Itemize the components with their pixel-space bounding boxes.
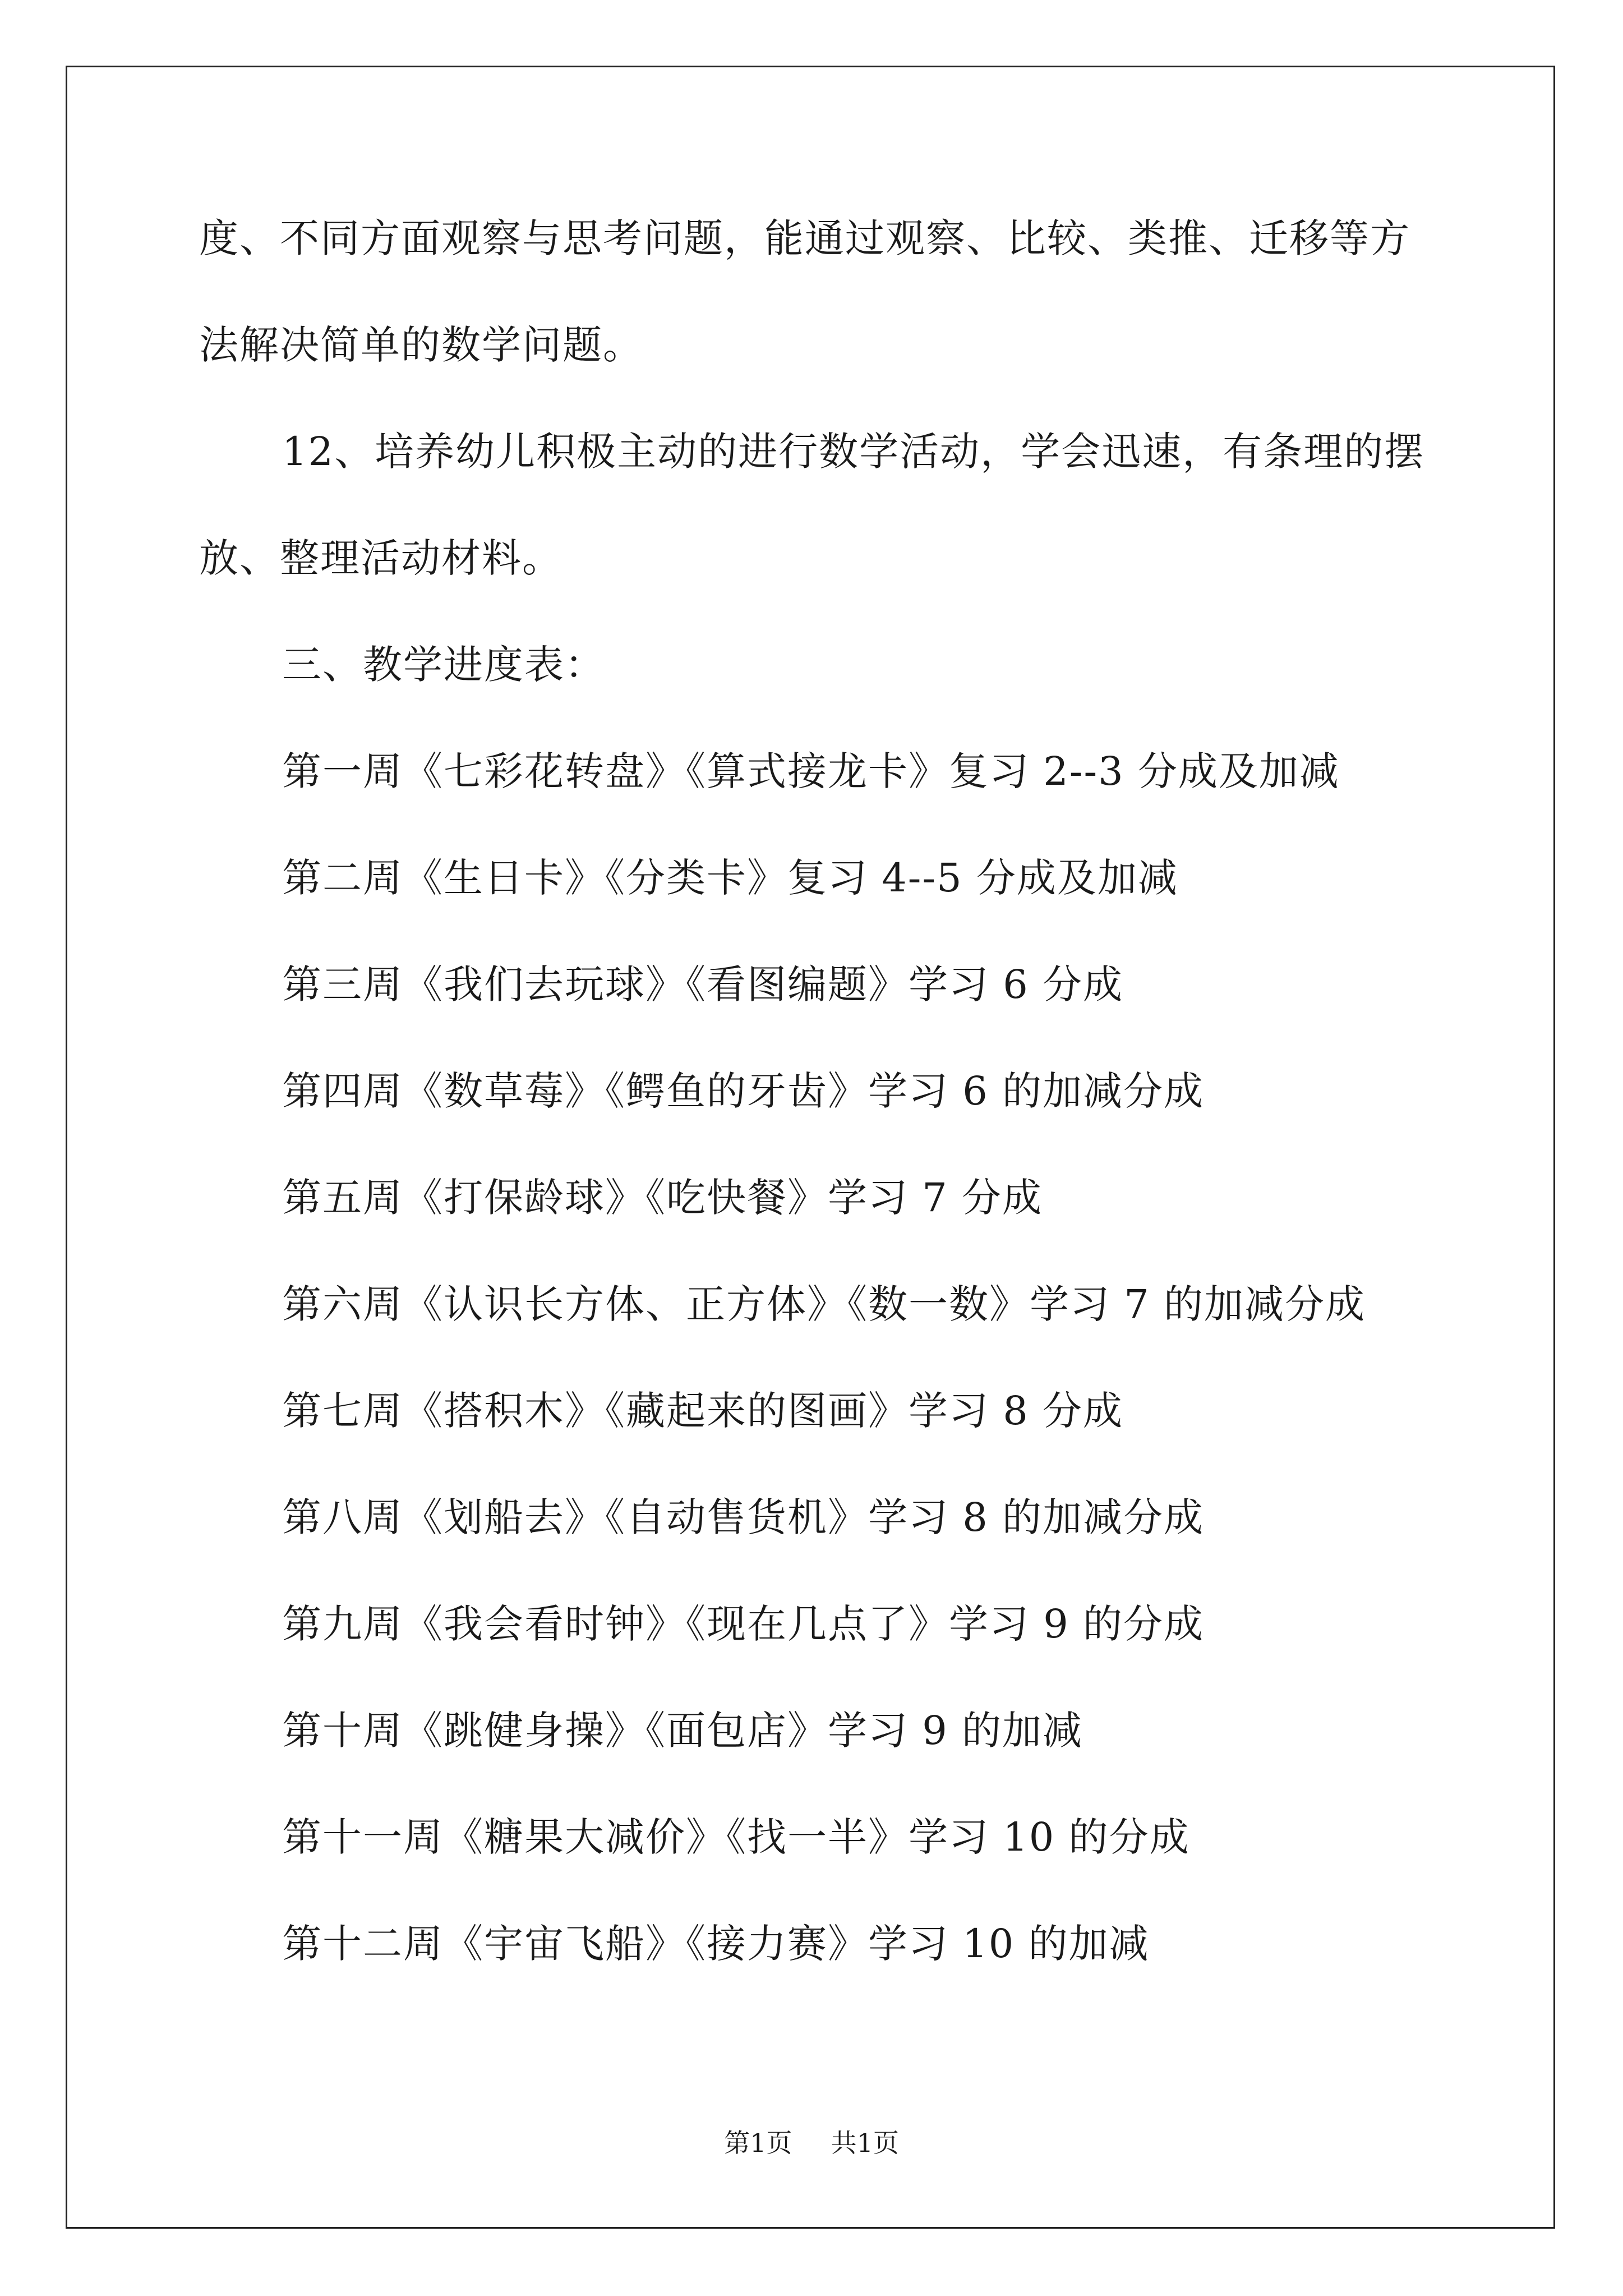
paragraph-line: 12、培养幼儿积极主动的进行数学活动，学会迅速，有条理的摆: [282, 429, 1425, 475]
schedule-item: 第十一周《糖果大减价》《找一半》学习 10 的分成: [282, 1814, 1190, 1860]
page-number-current: 第1页: [724, 2128, 792, 2158]
schedule-item: 第四周《数草莓》《鳄鱼的牙齿》学习 6 的加减分成: [282, 1068, 1205, 1114]
paragraph-line: 法解决简单的数学问题。: [199, 322, 643, 368]
page-footer: [0, 2126, 1623, 2160]
paragraph-line: 放、整理活动材料。: [199, 535, 562, 581]
schedule-item: 第十周《跳健身操》《面包店》学习 9 的加减: [282, 1708, 1083, 1754]
schedule-item: 第十二周《宇宙飞船》《接力赛》学习 10 的加减: [282, 1921, 1150, 1967]
paragraph-line: 度、不同方面观察与思考问题，能通过观察、比较、类推、迁移等方: [199, 215, 1410, 261]
schedule-item: 第一周《七彩花转盘》《算式接龙卡》复习 2--3 分成及加减: [282, 748, 1340, 794]
section-heading: 三、教学进度表：: [282, 642, 605, 688]
schedule-item: 第五周《打保龄球》《吃快餐》学习 7 分成: [282, 1175, 1043, 1221]
schedule-item: 第六周《认识长方体、正方体》《数一数》学习 7 的加减分成: [282, 1281, 1366, 1327]
schedule-item: 第九周《我会看时钟》《现在几点了》学习 9 的分成: [282, 1601, 1205, 1647]
page-border: [66, 66, 1555, 2229]
schedule-item: 第三周《我们去玩球》《看图编题》学习 6 分成: [282, 961, 1124, 1007]
schedule-item: 第八周《划船去》《自动售货机》学习 8 的加减分成: [282, 1494, 1205, 1540]
schedule-item: 第七周《搭积木》《藏起来的图画》学习 8 分成: [282, 1388, 1124, 1434]
page-number-total: 共1页: [831, 2128, 899, 2158]
schedule-item: 第二周《生日卡》《分类卡》复习 4--5 分成及加减: [282, 855, 1178, 901]
